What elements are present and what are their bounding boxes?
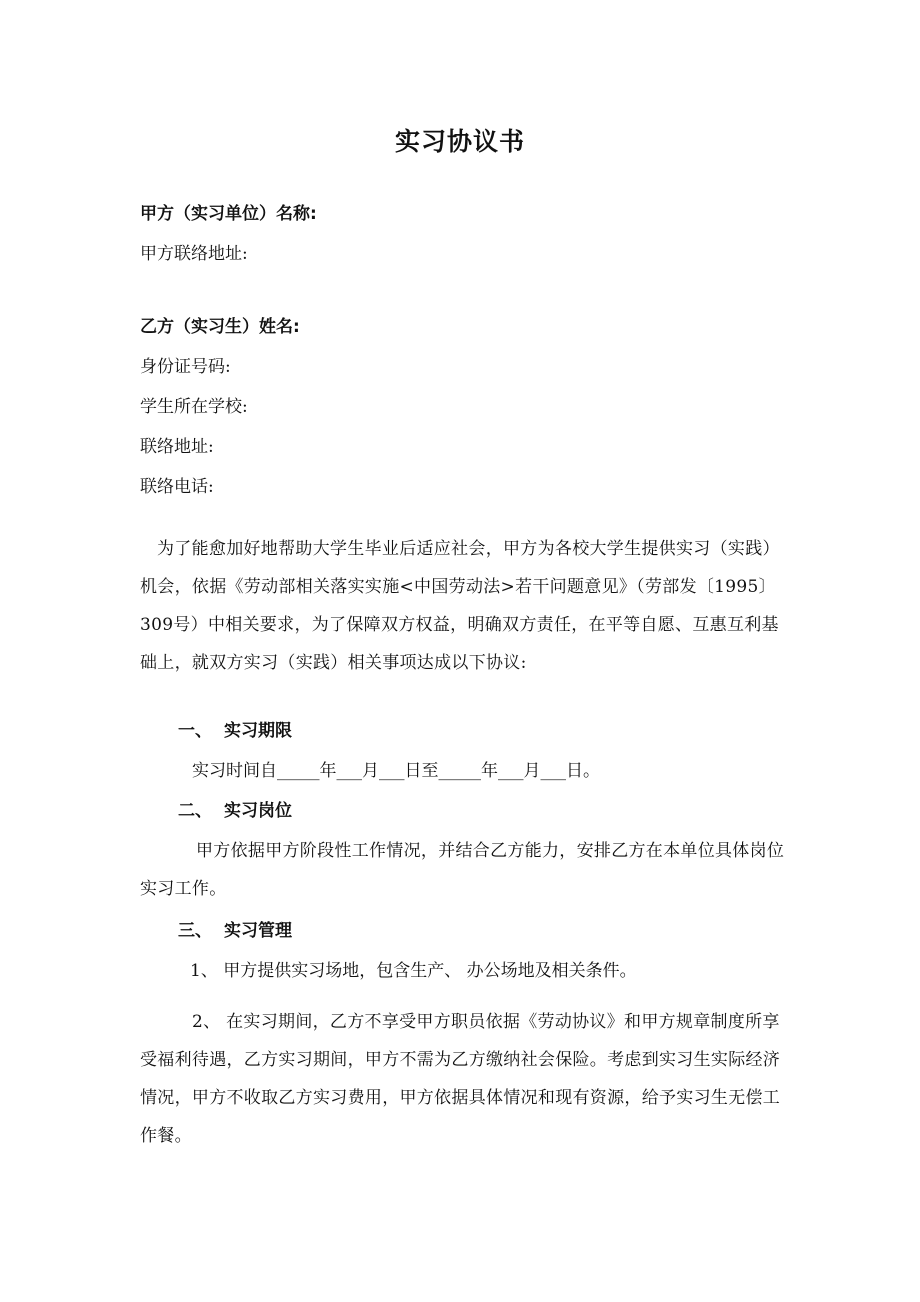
document-title: 实习协议书 [394,127,525,156]
party-b-id-label: 身份证号码: [140,357,231,377]
section-2-body: 甲方依据甲方阶段性工作情况，并结合乙方能力，安排乙方在本单位具体岗位实习工作。 [140,841,785,899]
section-3-title: 实习管理 [224,921,292,941]
section-1-title: 实习期限 [224,721,292,741]
section-3-heading [178,920,292,942]
party-b-phone-label: 联络电话: [140,477,214,497]
party-b-school-label: 学生所在学校: [140,397,248,417]
section-1-number: 一、 [178,721,212,741]
section-2-number: 二、 [178,801,212,821]
section-3-number: 三、 [178,921,212,941]
section-3-item-1: 1、 甲方提供实习场地，包含生产、 办公场地及相关条件。 [190,961,637,981]
section-1-body: 实习时间自_____年___月___日至_____年___月___日。 [192,761,600,781]
section-2-title: 实习岗位 [224,801,292,821]
preamble-paragraph: 为了能愈加好地帮助大学生毕业后适应社会，甲方为各校大学生提供实习（实践）机会，依据《劳动部相关落实实施<中国劳动法>若干问题意见》（劳部发〔1995〕309号）中相关要求，为了保障双方权益，明确双方责任，在平等自愿、互惠互利基础上，就双方实习（实践）相关事项达成以下协议: [140,539,780,673]
section-1-heading [178,720,292,742]
party-b-name-label: 乙方（实习生）姓名: [140,317,300,337]
party-b-address-label: 联络地址: [140,437,214,457]
party-a-name-label: 甲方（实习单位）名称: [140,204,317,224]
party-a-address-label: 甲方联络地址: [140,244,248,264]
section-2-heading [178,800,292,822]
section-3-item-2: 2、 在实习期间，乙方不享受甲方职员依据《劳动协议》和甲方规章制度所享受福利待遇，乙方实习期间，甲方不需为乙方缴纳社会保险。考虑到实习生实际经济情况，甲方不收取乙方实习费用，甲方依据具体情况和现有资源，给予实习生无偿工作餐。 [140,1012,781,1146]
